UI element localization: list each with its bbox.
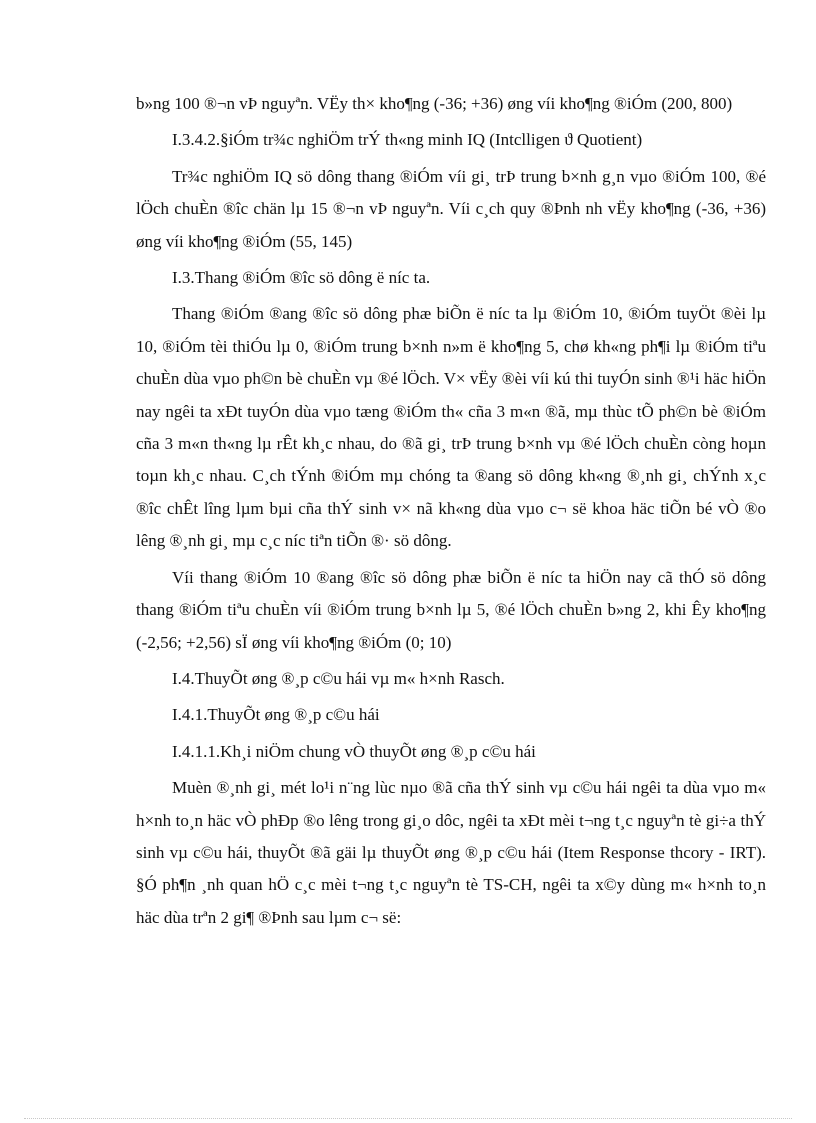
heading-irt-concept: I.4.1.1.Kh¸i niÖm chung vÒ thuyÕt øng ®¸p c©u hái <box>172 741 536 761</box>
paragraph-domestic-scale: Thang ®iÓm ®ang ®îc sö dông phæ biÕn ë níc ta lµ ®iÓm 10, ®iÓm tuyÖt ®èi lµ 10, ®iÓm tèi thiÓu lµ 0, ®iÓm trung b×nh n»m ë kho¶ng 5, chø kh«ng ph¶i lµ ®iÓm tiªu chuÈn dùa vµo ph©n bè chuÈn vµ ®é lÖch. V× vËy ®èi víi kú thi tuyÓn sinh ®¹i häc hiÖn nay ngêi ta xÐt tuyÓn dùa vµo tæng ®iÓm th« cña 3 m«n ®ã, mµ thùc tÕ ph©n bè ®iÓm cña 3 m«n th«ng lµ rÊt kh¸c nhau, do ®ã gi¸ trÞ trung b×nh vµ ®é lÖch chuÈn còng hoµn toµn kh¸c nhau. C¸ch tÝnh ®iÓm mµ chóng ta ®ang sö dông kh«ng ®¸nh gi¸ chÝnh x¸c ®îc chÊt lîng lµm bµi cña thÝ sinh v× nã kh«ng dùa vµo c¬ së khoa häc tiÕn bé vÒ ®o lêng ®¸nh gi¸ mµ c¸c níc tiªn tiÕn ®· sö dông. <box>136 304 766 551</box>
paragraph-sat-score-range: b»ng 100 ®¬n vÞ nguyªn. VËy th× kho¶ng (-36; +36) øng víi kho¶ng ®iÓm (200, 800) <box>136 94 733 113</box>
paragraph-irt-concept: Muèn ®¸nh gi¸ mét lo¹i n¨ng lùc nµo ®ã cña thÝ sinh vµ c©u hái ngêi ta dùa vµo m« h×nh to¸n häc vÒ phÐp ®o lêng trong gi¸o dôc, ngêi ta xÐt mèi t¬ng t¸c nguyªn tè gi÷a thÝ sinh vµ c©u hái, thuyÕt ®ã gäi lµ thuyÕt øng ®¸p c©u hái (Item Response thcory - IRT). §Ó ph¶n ¸nh quan hÖ c¸c mèi t¬ng t¸c nguyªn tè TS-CH, ngêi ta x©y dùng m« h×nh to¸n häc dùa trªn 2 gi¶ ®Þnh sau lµm c¬ së: <box>136 778 766 927</box>
heading-irt: I.4.1.ThuyÕt øng ®¸p c©u hái <box>172 705 380 725</box>
heading-irt-rasch: I.4.ThuyÕt øng ®¸p c©u hái vµ m« h×nh Rasch. <box>172 668 505 688</box>
heading-domestic-scale: I.3.Thang ®iÓm ®îc sö dông ë níc ta. <box>172 268 431 288</box>
page-bottom-divider <box>24 1118 792 1119</box>
paragraph-ten-point-scale: Víi thang ®iÓm 10 ®ang ®îc sö dông phæ biÕn ë níc ta hiÖn nay cã thÓ sö dông thang ®iÓm tiªu chuÈn víi ®iÓm trung b×nh lµ 5, ®é lÖch chuÈn b»ng 2, khi Êy kho¶ng (-2,56; +2,56) sÏ øng víi kho¶ng ®iÓm (0; 10) <box>136 567 766 652</box>
paragraph-iq-score: Tr¾c nghiÖm IQ sö dông thang ®iÓm víi gi¸ trÞ trung b×nh g¸n vµo ®iÓm 100, ®é lÖch chuÈn ®îc chän lµ 15 ®¬n vÞ nguyªn. Víi c¸ch quy ®Þnh nh vËy kho¶ng (-36, +36) øng víi kho¶ng ®iÓm (55, 145) <box>136 166 766 251</box>
heading-iq-score: I.3.4.2.§iÓm tr¾c nghiÖm trÝ th«ng minh IQ (Intclligen ϑ Quotient) <box>172 130 643 150</box>
document-body <box>136 88 766 934</box>
